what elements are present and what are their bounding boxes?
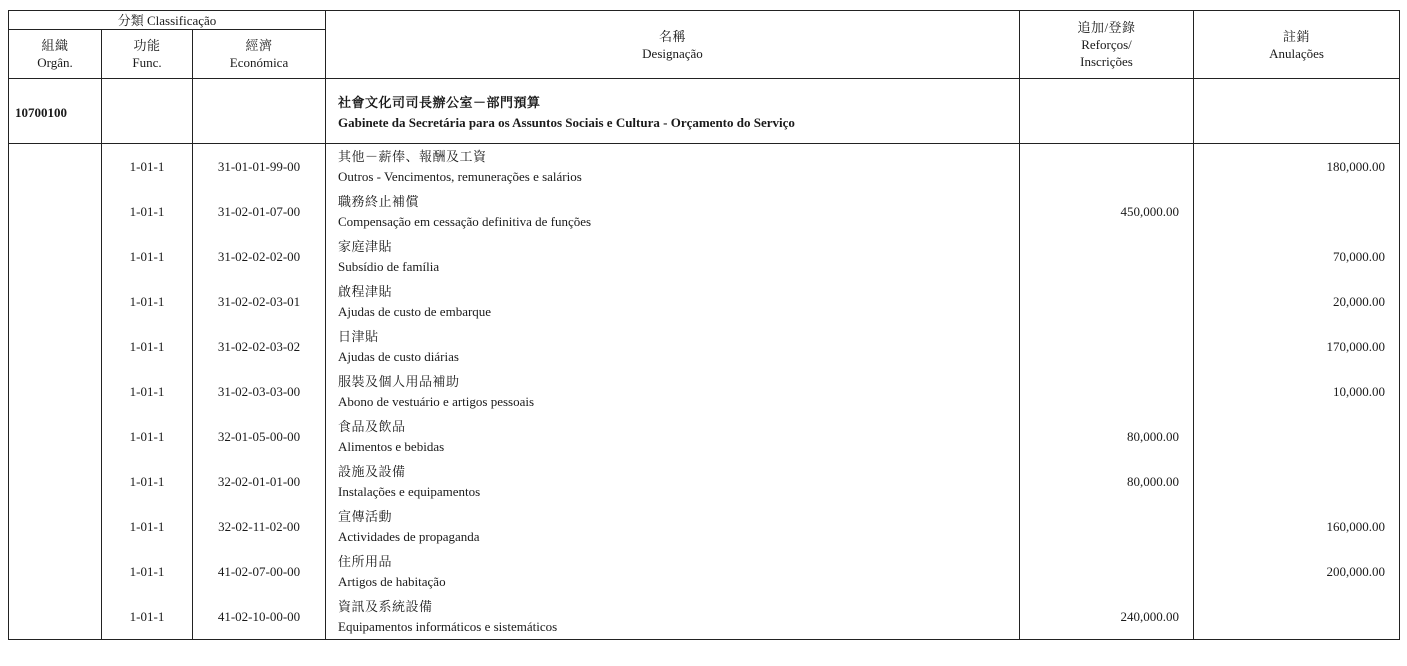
item-rows	[9, 144, 1400, 640]
table-row	[9, 279, 1400, 324]
annulment-amount: 200,000.00	[1194, 549, 1400, 594]
functional-code: 1-01-1	[102, 324, 193, 369]
designation-pt: Actividades de propaganda	[338, 528, 480, 544]
organic-cell	[9, 369, 102, 414]
functional-header-pt: Func.	[132, 55, 162, 70]
designation-zh: 家庭津貼	[338, 238, 393, 254]
designation-zh: 資訊及系統設備	[338, 598, 433, 614]
annulments-header-pt: Anulações	[1269, 45, 1324, 61]
economic-code: 31-01-01-99-00	[193, 144, 326, 190]
reinforcement-amount	[1020, 324, 1194, 369]
designation-cell	[326, 279, 1020, 324]
table-row	[9, 549, 1400, 594]
reinforcement-amount: 80,000.00	[1020, 414, 1194, 459]
designation-zh: 日津貼	[338, 328, 379, 344]
functional-header-zh: 功能	[133, 38, 161, 53]
table-row	[9, 504, 1400, 549]
economic-code: 31-02-01-07-00	[193, 189, 326, 234]
economic-header-pt: Económica	[229, 55, 289, 70]
designation-zh: 設施及設備	[338, 463, 406, 479]
designation-header	[326, 11, 1020, 79]
department-func-cell	[102, 79, 193, 144]
organic-cell	[9, 594, 102, 640]
designation-cell	[326, 414, 1020, 459]
annulment-amount	[1194, 414, 1400, 459]
organic-header	[9, 30, 102, 79]
designation-pt: Compensação em cessação definitiva de funções	[338, 213, 592, 229]
table-row	[9, 234, 1400, 279]
functional-header	[102, 30, 193, 79]
annulment-amount: 170,000.00	[1194, 324, 1400, 369]
annulment-amount: 10,000.00	[1194, 369, 1400, 414]
economic-code: 31-02-02-02-00	[193, 234, 326, 279]
annulment-amount: 160,000.00	[1194, 504, 1400, 549]
functional-code: 1-01-1	[102, 414, 193, 459]
designation-cell	[326, 234, 1020, 279]
organic-cell	[9, 324, 102, 369]
designation-pt: Instalações e equipamentos	[338, 483, 481, 499]
table-row	[9, 594, 1400, 640]
annulments-header-zh: 註銷	[1282, 28, 1310, 44]
annulment-amount: 180,000.00	[1194, 144, 1400, 190]
reinforcement-amount	[1020, 279, 1194, 324]
annulments-header	[1194, 11, 1400, 79]
functional-code: 1-01-1	[102, 369, 193, 414]
organic-header-zh: 組織	[41, 38, 69, 53]
department-code: 10700100	[9, 79, 102, 144]
table-row	[9, 324, 1400, 369]
designation-zh: 食品及飲品	[338, 418, 406, 434]
annulment-amount: 70,000.00	[1194, 234, 1400, 279]
department-reinforcement-cell	[1020, 79, 1194, 144]
annulment-amount	[1194, 594, 1400, 640]
designation-pt: Outros - Vencimentos, remunerações e salários	[338, 168, 582, 184]
designation-pt: Ajudas de custo diárias	[338, 348, 459, 364]
designation-header-zh: 名稱	[658, 28, 686, 44]
functional-code: 1-01-1	[102, 459, 193, 504]
department-annulment-cell	[1194, 79, 1400, 144]
reinforcement-amount	[1020, 549, 1194, 594]
economic-header-zh: 經濟	[245, 38, 273, 53]
functional-code: 1-01-1	[102, 504, 193, 549]
designation-pt: Alimentos e bebidas	[338, 438, 445, 454]
designation-cell	[326, 189, 1020, 234]
economic-code: 41-02-07-00-00	[193, 549, 326, 594]
designation-cell	[326, 324, 1020, 369]
department-econ-cell	[193, 79, 326, 144]
economic-code: 32-02-01-01-00	[193, 459, 326, 504]
department-name-zh: 社會文化司司長辦公室－部門預算	[338, 95, 541, 110]
designation-zh: 住所用品	[338, 553, 393, 569]
department-name	[326, 79, 1020, 144]
reinforcement-amount: 450,000.00	[1020, 189, 1194, 234]
designation-cell	[326, 459, 1020, 504]
designation-zh: 其他－薪俸、報酬及工資	[338, 148, 487, 164]
economic-code: 41-02-10-00-00	[193, 594, 326, 640]
annulment-amount: 20,000.00	[1194, 279, 1400, 324]
designation-zh: 服裝及個人用品補助	[338, 373, 460, 389]
designation-header-pt: Designação	[642, 45, 703, 61]
designation-pt: Subsídio de família	[338, 258, 440, 274]
designation-pt: Abono de vestuário e artigos pessoais	[338, 393, 535, 409]
functional-code: 1-01-1	[102, 144, 193, 190]
designation-pt: Equipamentos informáticos e sistemáticos	[338, 618, 558, 634]
designation-cell	[326, 144, 1020, 190]
economic-code: 31-02-02-03-01	[193, 279, 326, 324]
department-name-pt: Gabinete da Secretária para os Assuntos Sociais e Cultura - Orçamento do Serviço	[338, 115, 795, 130]
designation-cell	[326, 594, 1020, 640]
designation-cell	[326, 504, 1020, 549]
organic-header-pt: Orgân.	[37, 55, 73, 70]
designation-zh: 宣傳活動	[338, 508, 393, 524]
designation-cell	[326, 549, 1020, 594]
economic-header	[193, 30, 326, 79]
reinforcements-header-pt1: Reforços/	[1081, 37, 1132, 52]
reinforcements-header-pt2: Inscrições	[1080, 54, 1133, 69]
reinforcement-amount	[1020, 369, 1194, 414]
department-row	[9, 79, 1400, 144]
reinforcement-amount: 80,000.00	[1020, 459, 1194, 504]
reinforcements-header-zh: 追加/登錄	[1077, 20, 1136, 35]
economic-code: 31-02-02-03-02	[193, 324, 326, 369]
organic-cell	[9, 279, 102, 324]
designation-zh: 職務終止補償	[338, 193, 420, 209]
designation-cell	[326, 369, 1020, 414]
organic-cell	[9, 189, 102, 234]
reinforcement-amount	[1020, 504, 1194, 549]
organic-cell	[9, 414, 102, 459]
organic-cell	[9, 459, 102, 504]
table-row	[9, 369, 1400, 414]
designation-pt: Artigos de habitação	[338, 573, 446, 589]
functional-code: 1-01-1	[102, 189, 193, 234]
table-row	[9, 189, 1400, 234]
economic-code: 32-02-11-02-00	[193, 504, 326, 549]
designation-zh: 啟程津貼	[338, 283, 393, 299]
annulment-amount	[1194, 459, 1400, 504]
reinforcement-amount	[1020, 234, 1194, 279]
table-row	[9, 459, 1400, 504]
table-row	[9, 414, 1400, 459]
organic-cell	[9, 144, 102, 190]
economic-code: 32-01-05-00-00	[193, 414, 326, 459]
functional-code: 1-01-1	[102, 279, 193, 324]
functional-code: 1-01-1	[102, 549, 193, 594]
designation-pt: Ajudas de custo de embarque	[338, 303, 492, 319]
classification-header: 分類 Classificação	[9, 11, 326, 30]
annulment-amount	[1194, 189, 1400, 234]
reinforcement-amount	[1020, 144, 1194, 190]
reinforcements-header	[1020, 11, 1194, 79]
reinforcement-amount: 240,000.00	[1020, 594, 1194, 640]
organic-cell	[9, 234, 102, 279]
budget-table	[8, 10, 1400, 640]
economic-code: 31-02-03-03-00	[193, 369, 326, 414]
functional-code: 1-01-1	[102, 594, 193, 640]
functional-code: 1-01-1	[102, 234, 193, 279]
organic-cell	[9, 504, 102, 549]
organic-cell	[9, 549, 102, 594]
table-row	[9, 144, 1400, 190]
